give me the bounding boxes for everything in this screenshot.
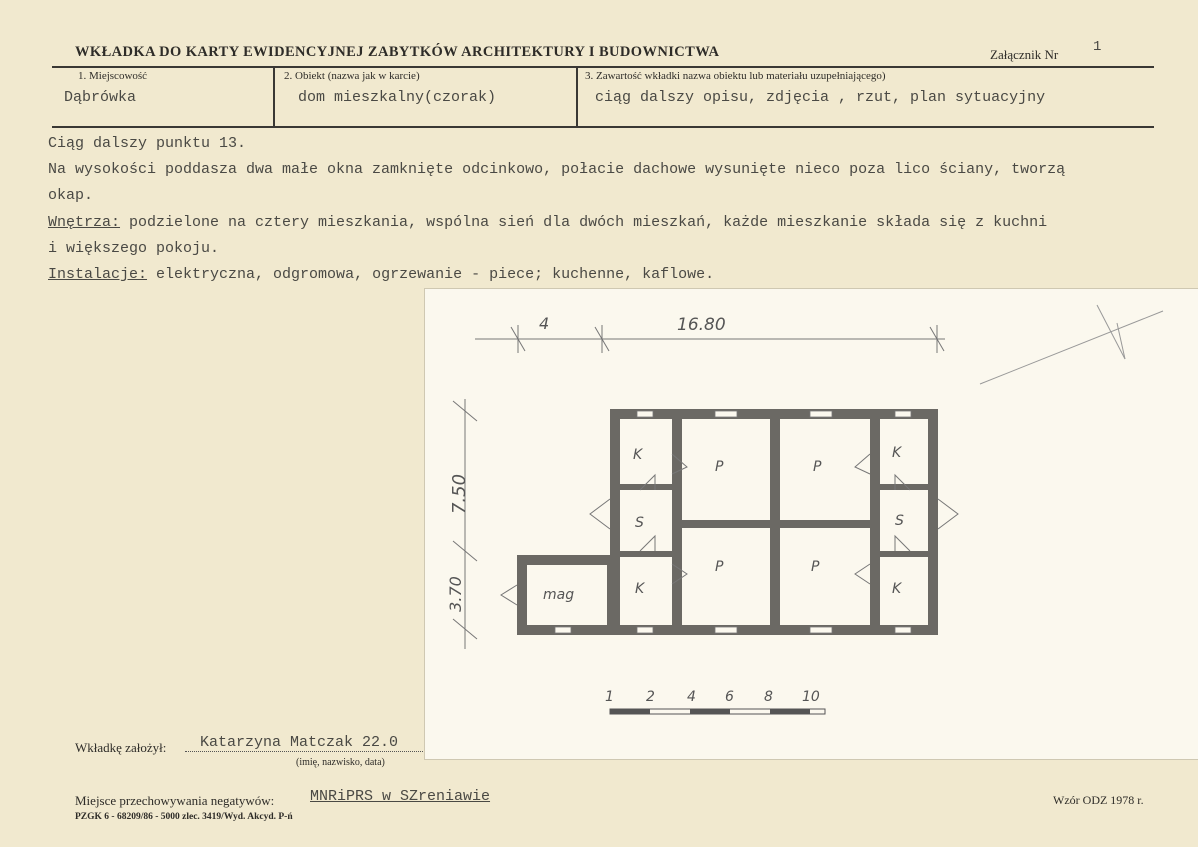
scale-label: 6 [725, 689, 734, 705]
dimension-depth: 7.50 [449, 473, 470, 515]
building-walls [517, 409, 938, 635]
negatives-label: Miejsce przechowywania negatywów: [75, 793, 275, 808]
text-line [48, 262, 1198, 288]
field-label-location: 1. Miejscowość [78, 70, 148, 82]
dimension-annex: 3.70 [446, 576, 465, 612]
scale-bar [610, 709, 825, 714]
text-line [48, 210, 1198, 236]
field-separator [576, 68, 578, 126]
annex-number: 1 [1093, 39, 1102, 55]
room-label-room: P [813, 459, 822, 475]
created-by-value: Katarzyna Matczak 22.0 [200, 734, 399, 751]
installations-text: elektryczna, odgromowa, ogrzewanie - piece; kuchenne, kaflowe. [147, 266, 715, 284]
form-title: WKŁADKA DO KARTY EWIDENCYJNEJ ZABYTKÓW ARCHITEKTURY I BUDOWNICTWA [75, 44, 720, 60]
created-by-label: Wkładkę założył: [75, 740, 167, 755]
room-label-hall: S [635, 515, 644, 531]
dimension-length: 16.80 [677, 315, 726, 335]
room-label-kitchen: K [892, 581, 902, 597]
created-by-sub: (imię, nazwisko, data) [296, 757, 385, 768]
scale-label: 4 [687, 689, 696, 705]
field-label-object: 2. Obiekt (nazwa jak w karcie) [284, 70, 420, 82]
negatives-value: MNRiPRS w SZreniawie [310, 788, 491, 805]
header-rule-bottom [52, 126, 1154, 128]
door-swings [501, 454, 958, 605]
floor-plan-drawing [425, 289, 1198, 759]
text-line: i większego pokoju. [48, 239, 220, 257]
print-info: PZGK 6 - 68209/86 - 5000 zlec. 3419/Wyd. Akcyd. P-ń [75, 812, 293, 822]
scale-label: 8 [764, 689, 773, 705]
text-line: okap. [48, 187, 94, 205]
field-separator [273, 68, 275, 126]
room-label-storage: mag [543, 587, 575, 603]
header-rule-top [52, 66, 1154, 68]
field-value-contents: ciąg dalszy opisu, zdjęcia , rzut, plan sytuacyjny [595, 89, 1046, 106]
room-label-room: P [811, 559, 820, 575]
description-text [48, 131, 1198, 288]
room-label-room: P [715, 459, 724, 475]
room-label-room: P [715, 559, 724, 575]
dimension-small: 4 [539, 314, 550, 333]
scale-label: 2 [646, 689, 655, 705]
annex-label: Załącznik Nr [990, 47, 1059, 62]
field-value-object: dom mieszkalny(czorak) [298, 89, 497, 106]
room-label-kitchen: K [892, 445, 902, 461]
interiors-heading: Wnętrza: [48, 213, 121, 231]
room-label-kitchen: K [635, 581, 645, 597]
north-arrow-icon [980, 305, 1163, 384]
created-by-rule [185, 751, 423, 752]
form-model: Wzór ODZ 1978 r. [1053, 793, 1144, 807]
field-label-contents: 3. Zawartość wkładki nazwa obiektu lub materiału uzupełniającego) [585, 70, 886, 82]
text-line: Ciąg dalszy punktu 13. [48, 135, 247, 152]
scale-label: 10 [802, 689, 820, 705]
text-line: Na wysokości poddasza dwa małe okna zamknięte odcinkowo, połacie dachowe wysunięte nieco poza lico ściany, tworzą [48, 161, 1066, 179]
room-label-hall: S [895, 513, 904, 529]
scale-label: 1 [605, 689, 614, 705]
scale-labels [605, 689, 820, 705]
room-label-kitchen: K [633, 447, 643, 463]
interiors-text: podzielone na cztery mieszkania, wspólna sień dla dwóch mieszkań, każde mieszkanie składa się z kuchni [120, 213, 1048, 231]
floor-plan-sheet [424, 288, 1198, 760]
field-value-location: Dąbrówka [64, 89, 137, 106]
installations-heading: Instalacje: [48, 266, 148, 284]
